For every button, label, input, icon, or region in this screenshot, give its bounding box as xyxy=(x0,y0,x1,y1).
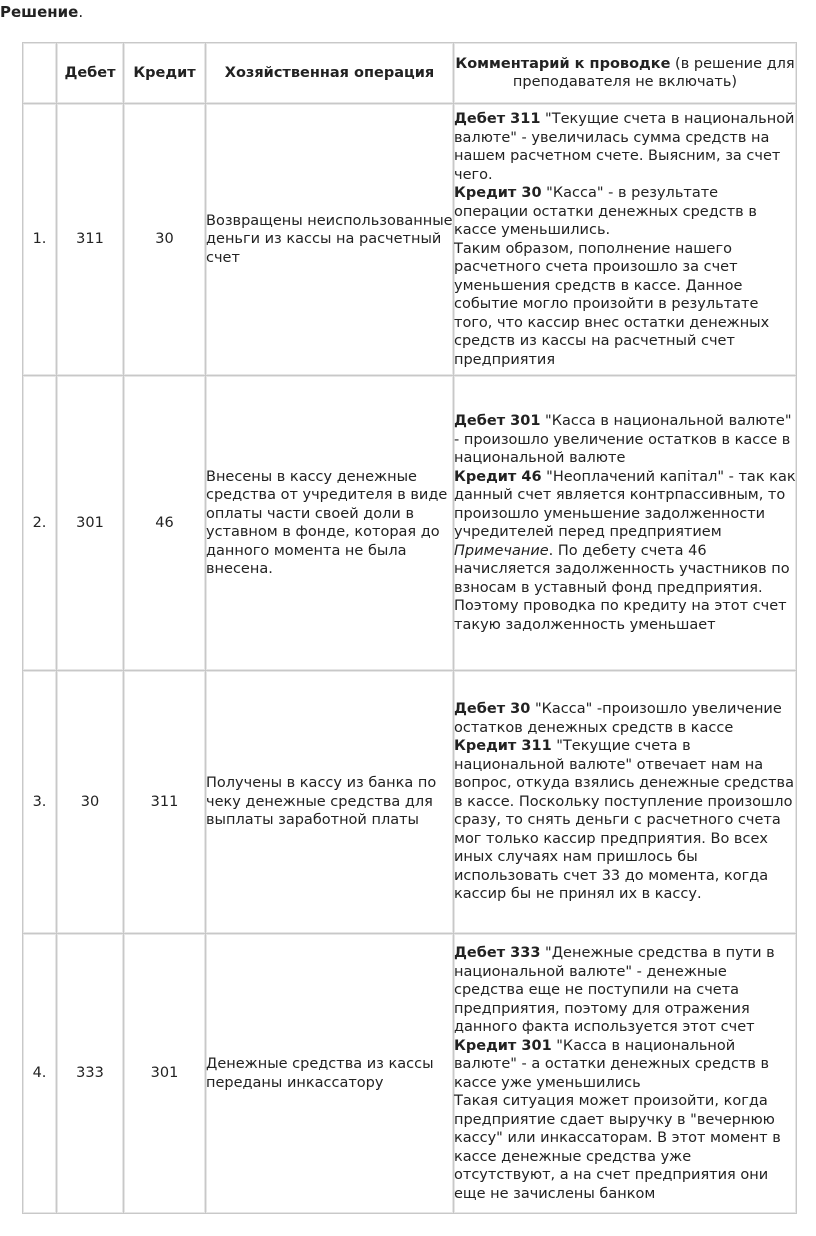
comment-paragraph xyxy=(454,240,796,370)
account-reference: Кредит 311 xyxy=(454,738,552,755)
comment-text: "Касса в национальной валюте" - произошло увеличение остатков в кассе в национальной валюте xyxy=(454,413,792,466)
comment-paragraph xyxy=(454,737,796,904)
comment-paragraph xyxy=(454,412,796,468)
comment-paragraph xyxy=(454,944,796,1037)
header-credit: Кредит xyxy=(124,43,206,104)
debit-account: 311 xyxy=(57,104,124,376)
credit-account: 301 xyxy=(124,934,206,1214)
account-reference: Кредит 301 xyxy=(454,1037,552,1054)
comment-paragraph xyxy=(454,1092,796,1203)
account-reference: Дебет 311 xyxy=(454,111,541,127)
entry-comment xyxy=(454,934,797,1214)
table-row xyxy=(23,934,797,1214)
heading-tail: . xyxy=(78,3,84,21)
row-index: 2. xyxy=(23,376,57,671)
account-reference: Дебет 333 xyxy=(454,945,541,961)
operation-description: Получены в кассу из банка по чеку денежные средства для выплаты заработной платы xyxy=(206,671,454,934)
header-comment xyxy=(454,43,797,104)
comment-text: "Текущие счета в национальной валюте" - увеличилась сумма средств на нашем расчетном счете. Выясним, за счет чего. xyxy=(454,111,795,183)
operation-description: Внесены в кассу денежные средства от учредителя в виде оплаты части своей доли в уставном в фонде, которая до данного момента не была внесена. xyxy=(206,376,454,671)
operation-description: Денежные средства из кассы переданы инкассатору xyxy=(206,934,454,1214)
account-reference: Кредит 30 xyxy=(454,185,542,201)
operation-description: Возвращены неиспользованные деньги из кассы на расчетный счет xyxy=(206,104,454,376)
comment-paragraph xyxy=(454,468,796,542)
comment-paragraph xyxy=(454,184,796,240)
header-operation: Хозяйственная операция xyxy=(206,43,454,104)
header-index xyxy=(23,43,57,104)
account-reference: Дебет 30 xyxy=(454,701,531,718)
journal-entries-table xyxy=(22,42,797,1214)
heading-bold: Решение xyxy=(0,3,79,21)
comment-paragraph xyxy=(454,1037,796,1093)
comment-text: Таким образом, пополнение нашего расчетного счета произошло за счет уменьшения средств в кассе. Данное событие могло произойти в результате того, что кассир внес остатки денежных средств из кассы на расчетный счет предприятия xyxy=(454,240,770,368)
table-row xyxy=(23,104,797,376)
table-row xyxy=(23,376,797,671)
header-debit: Дебет xyxy=(57,43,124,104)
credit-account: 311 xyxy=(124,671,206,934)
row-index: 4. xyxy=(23,934,57,1214)
row-index: 3. xyxy=(23,671,57,934)
header-comment-title: Комментарий к проводке xyxy=(455,55,671,72)
table-header-row xyxy=(23,43,797,104)
comment-text: "Касса в национальной валюте" - а остатки денежных средств в кассе уже уменьшились xyxy=(454,1037,770,1091)
debit-account: 333 xyxy=(57,934,124,1214)
comment-text: "Касса" -произошло увеличение остатков денежных средств в кассе xyxy=(454,701,782,736)
header-comment-note: (в решение для преподавателя не включать) xyxy=(512,55,795,90)
entry-comment xyxy=(454,671,797,934)
comment-text: "Неоплачений капітал" - так как данный счет является контрпассивным, то произошло уменьшение задолженности учредителей перед предприятием xyxy=(454,468,796,540)
account-reference: Дебет 301 xyxy=(454,413,541,429)
comment-text: "Денежные средства в пути в национальной валюте" - денежные средства еще не поступили на счета предприятия, поэтому для отражения данного факта используется этот счет xyxy=(454,945,775,1035)
comment-paragraph xyxy=(454,700,796,737)
entry-comment xyxy=(454,376,797,671)
entry-comment xyxy=(454,104,797,376)
comment-text: "Текущие счета в национальной валюте" отвечает нам на вопрос, откуда взялись денежные средства в кассе. Поскольку поступление произошло сразу, то снять деньги с расчетного счета мог только кассир предприятия. Во всех иных случаях нам пришлось бы использовать счет 33 до момента, когда кассир бы не принял их в кассу. xyxy=(454,738,794,903)
comment-text: . По дебету счета 46 начисляется задолженность участников по взносам в уставный фонд предприятия. Поэтому проводка по кредиту на этот счет такую задолженность уменьшает xyxy=(454,542,790,633)
comment-text: Такая ситуация может произойти, когда предприятие сдает выручку в "вечернюю кассу" или инкассаторам. В этот момент в кассе денежные средства уже отсутствуют, а на счет предприятия они еще не зачислены банком xyxy=(454,1093,781,1202)
comment-paragraph xyxy=(454,110,796,184)
table-row xyxy=(23,671,797,934)
credit-account: 46 xyxy=(124,376,206,671)
credit-account: 30 xyxy=(124,104,206,376)
row-index: 1. xyxy=(23,104,57,376)
comment-text: "Касса" - в результате операции остатки денежных средств в кассе уменьшились. xyxy=(454,185,757,238)
page-heading xyxy=(0,2,83,22)
debit-account: 30 xyxy=(57,671,124,934)
comment-paragraph xyxy=(454,542,796,635)
note-label: Примечание xyxy=(454,542,549,559)
account-reference: Кредит 46 xyxy=(454,468,542,485)
debit-account: 301 xyxy=(57,376,124,671)
